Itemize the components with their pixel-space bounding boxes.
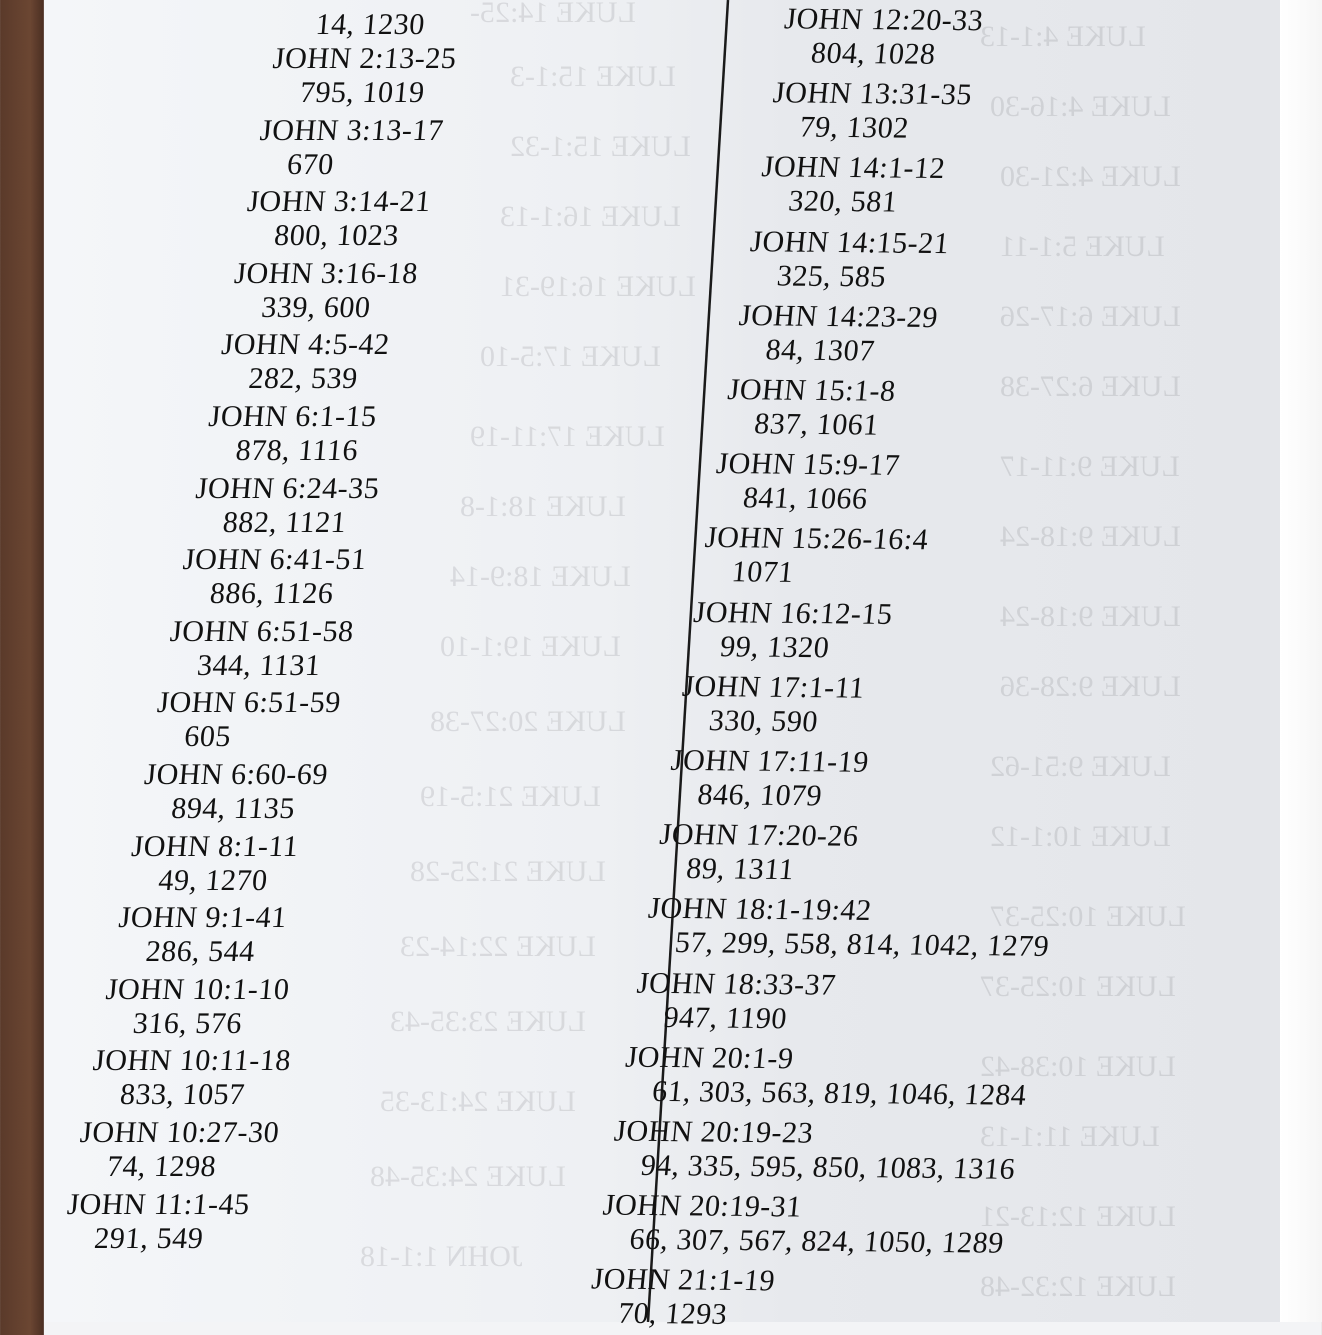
page-numbers: 882, 1121 <box>221 505 348 539</box>
scripture-reference: JOHN 3:13-17 <box>258 113 446 147</box>
page-numbers: 74, 1298 <box>105 1150 218 1183</box>
page-numbers: 330, 590 <box>707 703 820 739</box>
scripture-reference: JOHN 6:1-15 <box>207 400 379 433</box>
scripture-reference: JOHN 9:1-41 <box>117 901 289 935</box>
page-numbers: 605 <box>182 720 233 754</box>
scripture-reference: JOHN 14:15-21 <box>748 224 951 260</box>
page-numbers: 344, 1131 <box>195 648 323 682</box>
scripture-reference: JOHN 4:5-42 <box>220 328 392 362</box>
page-numbers: 99, 1320 <box>718 629 831 664</box>
scripture-reference: JOHN 3:16-18 <box>233 256 420 290</box>
page-numbers: 291, 549 <box>92 1221 205 1255</box>
scripture-reference: JOHN 15:9-17 <box>714 447 902 483</box>
scripture-reference: JOHN 8:1-11 <box>130 829 300 863</box>
page-numbers: 841, 1066 <box>741 481 870 516</box>
page-numbers: 804, 1028 <box>809 36 938 71</box>
page-numbers: 94, 335, 595, 850, 1083, 1316 <box>639 1148 1017 1186</box>
page-numbers: 837, 1061 <box>752 407 881 442</box>
page-numbers: 339, 600 <box>260 290 372 324</box>
page-numbers: 316, 576 <box>131 1006 244 1040</box>
page-numbers: 320, 581 <box>786 184 899 219</box>
scripture-reference: JOHN 3:14-21 <box>245 185 433 219</box>
page-numbers: 286, 544 <box>144 935 257 969</box>
scripture-reference: JOHN 18:33-37 <box>635 966 838 1002</box>
scripture-reference: JOHN 6:60-69 <box>143 758 330 791</box>
scripture-reference: JOHN 16:12-15 <box>692 595 895 631</box>
scripture-reference: JOHN 15:26-16:4 <box>703 521 930 557</box>
scripture-reference: JOHN 10:1-10 <box>104 972 291 1006</box>
scripture-reference: JOHN 17:1-11 <box>680 669 867 705</box>
scripture-reference: JOHN 21:1-19 <box>590 1262 777 1298</box>
page-numbers: 89, 1311 <box>684 852 796 887</box>
page-numbers: 795, 1019 <box>298 76 426 109</box>
scripture-reference: JOHN 6:24-35 <box>194 471 381 505</box>
scripture-reference: JOHN 17:20-26 <box>658 817 861 853</box>
scripture-reference: JOHN 12:20-33 <box>782 2 985 38</box>
scripture-reference: JOHN 6:41-51 <box>181 543 368 577</box>
page-numbers: 1071 <box>730 555 796 590</box>
page-numbers: 49, 1270 <box>157 863 270 897</box>
scripture-reference: JOHN 11:1-45 <box>65 1187 252 1221</box>
page-numbers: 14, 1230 <box>314 8 427 41</box>
scripture-reference: JOHN 13:31-35 <box>771 76 974 112</box>
scripture-reference: JOHN 20:19-31 <box>601 1188 804 1224</box>
scripture-reference: JOHN 14:23-29 <box>737 298 940 334</box>
page-numbers: 70, 1293 <box>616 1297 729 1332</box>
scripture-reference: JOHN 6:51-59 <box>155 686 343 720</box>
page-numbers: 79, 1302 <box>798 110 911 145</box>
page-numbers: 282, 539 <box>247 362 360 396</box>
bleed-through-text: LUKE 14:25- LUKE 15:1-3 LUKE 15:1-32 LUKE 16:1-13 LUKE 16:19-31 LUKE 17:5-10 LUKE 17:11-19 LUKE 18:1-8 LUKE 18:9-14 LUKE 19:1-10 LUKE 20:27-38 LUKE 21:5-19 LUKE 21:25-28 LUKE 22:14-23 LUKE 23:35-43 LUKE 24:13-35 LUKE 24:35-48 JOHN 1:1-18 LUKE 4:1-13 LUKE 4:16-30 LUKE 4:21-30 LUKE 5:1-11 LUKE 6:17-26 LUKE 6:27-38 LUKE 9:11-17 LUKE 9:18-24 LUKE 9:18-24 LUKE 9:28-36 LUKE 9:51-62 LUKE 10:1-12 LUKE 10:25-37 LUKE 10:25-37 LUKE 10:38-42 LUKE 11:1-13 LUKE 12:13-21 LUKE 12:32-48 <box>360 0 1186 1303</box>
scripture-reference: JOHN 14:1-12 <box>760 150 947 186</box>
scripture-reference: JOHN 6:51-58 <box>168 614 356 648</box>
scripture-reference: JOHN 20:1-9 <box>624 1040 796 1076</box>
scripture-reference: JOHN 18:1-19:42 <box>646 892 874 928</box>
page-numbers: 833, 1057 <box>118 1078 247 1112</box>
scripture-reference: JOHN 10:11-18 <box>91 1044 293 1078</box>
page-numbers: 947, 1190 <box>662 1000 789 1035</box>
page-numbers: 325, 585 <box>775 259 888 294</box>
scripture-reference: JOHN 10:27-30 <box>78 1116 281 1149</box>
page-numbers: 878, 1116 <box>234 434 360 467</box>
page-numbers: 800, 1023 <box>272 219 401 253</box>
page-numbers: 84, 1307 <box>764 333 877 368</box>
page-numbers: 61, 303, 563, 819, 1046, 1284 <box>650 1074 1029 1112</box>
scripture-reference: JOHN 2:13-25 <box>271 42 458 75</box>
page-numbers: 846, 1079 <box>696 778 824 813</box>
scripture-reference: JOHN 17:11-19 <box>669 743 871 779</box>
page-numbers: 886, 1126 <box>208 577 335 611</box>
page-numbers: 57, 299, 558, 814, 1042, 1279 <box>673 926 1051 964</box>
page-numbers: 894, 1135 <box>170 792 297 825</box>
page-numbers: 670 <box>285 147 336 181</box>
scripture-reference: JOHN 20:19-23 <box>612 1114 815 1150</box>
page-numbers: 66, 307, 567, 824, 1050, 1289 <box>628 1222 1006 1260</box>
scripture-reference: JOHN 15:1-8 <box>726 373 898 408</box>
